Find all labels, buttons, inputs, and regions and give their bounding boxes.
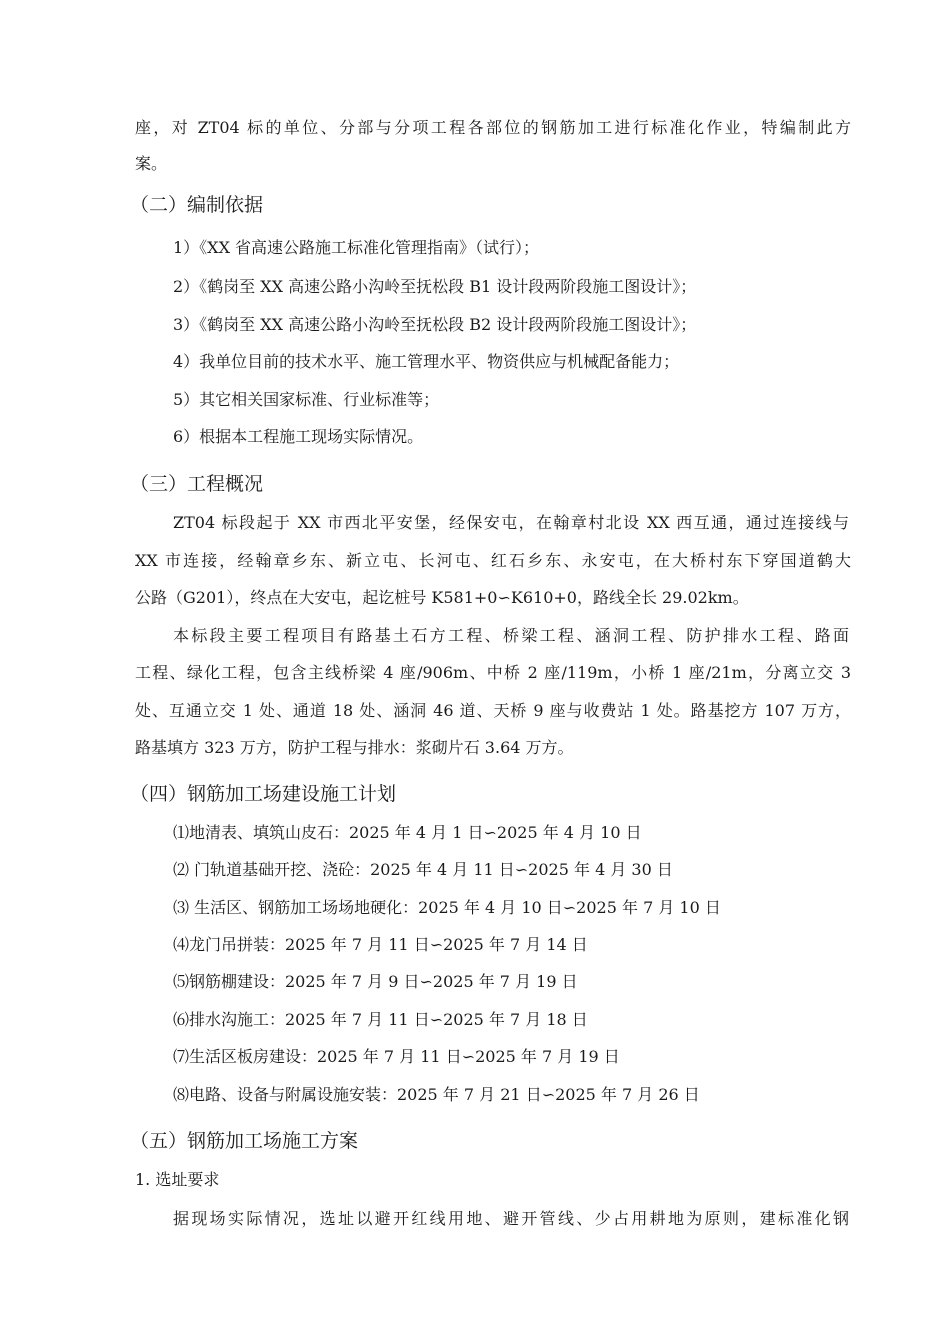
paragraph-line: XX 市连接，经翰章乡东、新立屯、长河屯、红石乡东、永安屯，在大桥村东下穿国道鹤大 — [135, 551, 851, 570]
schedule-item: ⑴地清表、填筑山皮石：2025 年 4 月 1 日∽2025 年 4 月 10 日 — [173, 823, 642, 842]
paragraph-line: 处、互通立交 1 处、通道 18 处、涵洞 46 道、天桥 9 座与收费站 1 处。路基挖方 107 万方， — [135, 701, 851, 720]
section-heading-overview: （三）工程概况 — [130, 473, 264, 495]
intro-line-1: 座，对 ZT04 标的单位、分部与分项工程各部位的钢筋加工进行标准化作业，特编制此方 — [135, 118, 851, 137]
section-heading-plan: （四）钢筋加工场建设施工计划 — [130, 783, 397, 805]
paragraph-line: ZT04 标段起于 XX 市西北平安堡，经保安屯，在翰章村北设 XX 西互通，通过连接线与 — [173, 513, 849, 532]
schedule-item: ⑸钢筋棚建设：2025 年 7 月 9 日∽2025 年 7 月 19 日 — [173, 972, 578, 991]
intro-line-2: 案。 — [135, 154, 168, 173]
paragraph-line: 路基填方 323 万方，防护工程与排水：浆砌片石 3.64 万方。 — [135, 738, 574, 757]
list-item: 4）我单位目前的技术水平、施工管理水平、物资供应与机械配备能力； — [173, 352, 680, 371]
list-item: 1）《XX 省高速公路施工标准化管理指南》（试行）； — [173, 238, 540, 257]
paragraph-line: 公路（G201），终点在大安屯，起讫桩号 K581+0∽K610+0，路线全长 29.02km。 — [135, 588, 749, 607]
schedule-item: ⑶ 生活区、钢筋加工场场地硬化：2025 年 4 月 10 日∽2025 年 7 月 10 日 — [173, 898, 721, 917]
paragraph-line: 据现场实际情况，选址以避开红线用地、避开管线、少占用耕地为原则，建标准化钢 — [173, 1209, 849, 1228]
list-item: 3）《鹤岗至 XX 高速公路小沟岭至抚松段 B2 设计段两阶段施工图设计》； — [173, 315, 697, 334]
list-item: 2）《鹤岗至 XX 高速公路小沟岭至抚松段 B1 设计段两阶段施工图设计》； — [173, 277, 697, 296]
schedule-item: ⑻电路、设备与附属设施安装：2025 年 7 月 21 日∽2025 年 7 月 26 日 — [173, 1085, 700, 1104]
subsection-heading: 1. 选址要求 — [135, 1170, 220, 1189]
schedule-item: ⑹排水沟施工：2025 年 7 月 11 日∽2025 年 7 月 18 日 — [173, 1010, 588, 1029]
list-item: 5）其它相关国家标准、行业标准等； — [173, 390, 440, 409]
schedule-item: ⑵ 门轨道基础开挖、浇砼：2025 年 4 月 11 日∽2025 年 4 月 30 日 — [173, 860, 673, 879]
list-item: 6）根据本工程施工现场实际情况。 — [173, 427, 424, 446]
schedule-item: ⑺生活区板房建设：2025 年 7 月 11 日∽2025 年 7 月 19 日 — [173, 1047, 620, 1066]
section-heading-scheme: （五）钢筋加工场施工方案 — [130, 1130, 359, 1152]
section-heading-basis: （二）编制依据 — [130, 194, 264, 216]
schedule-item: ⑷龙门吊拼装：2025 年 7 月 11 日∽2025 年 7 月 14 日 — [173, 935, 588, 954]
paragraph-line: 本标段主要工程项目有路基土石方工程、桥梁工程、涵洞工程、防护排水工程、路面 — [173, 626, 849, 645]
paragraph-line: 工程、绿化工程，包含主线桥梁 4 座/906m、中桥 2 座/119m，小桥 1 座/21m，分离立交 3 — [135, 663, 851, 682]
